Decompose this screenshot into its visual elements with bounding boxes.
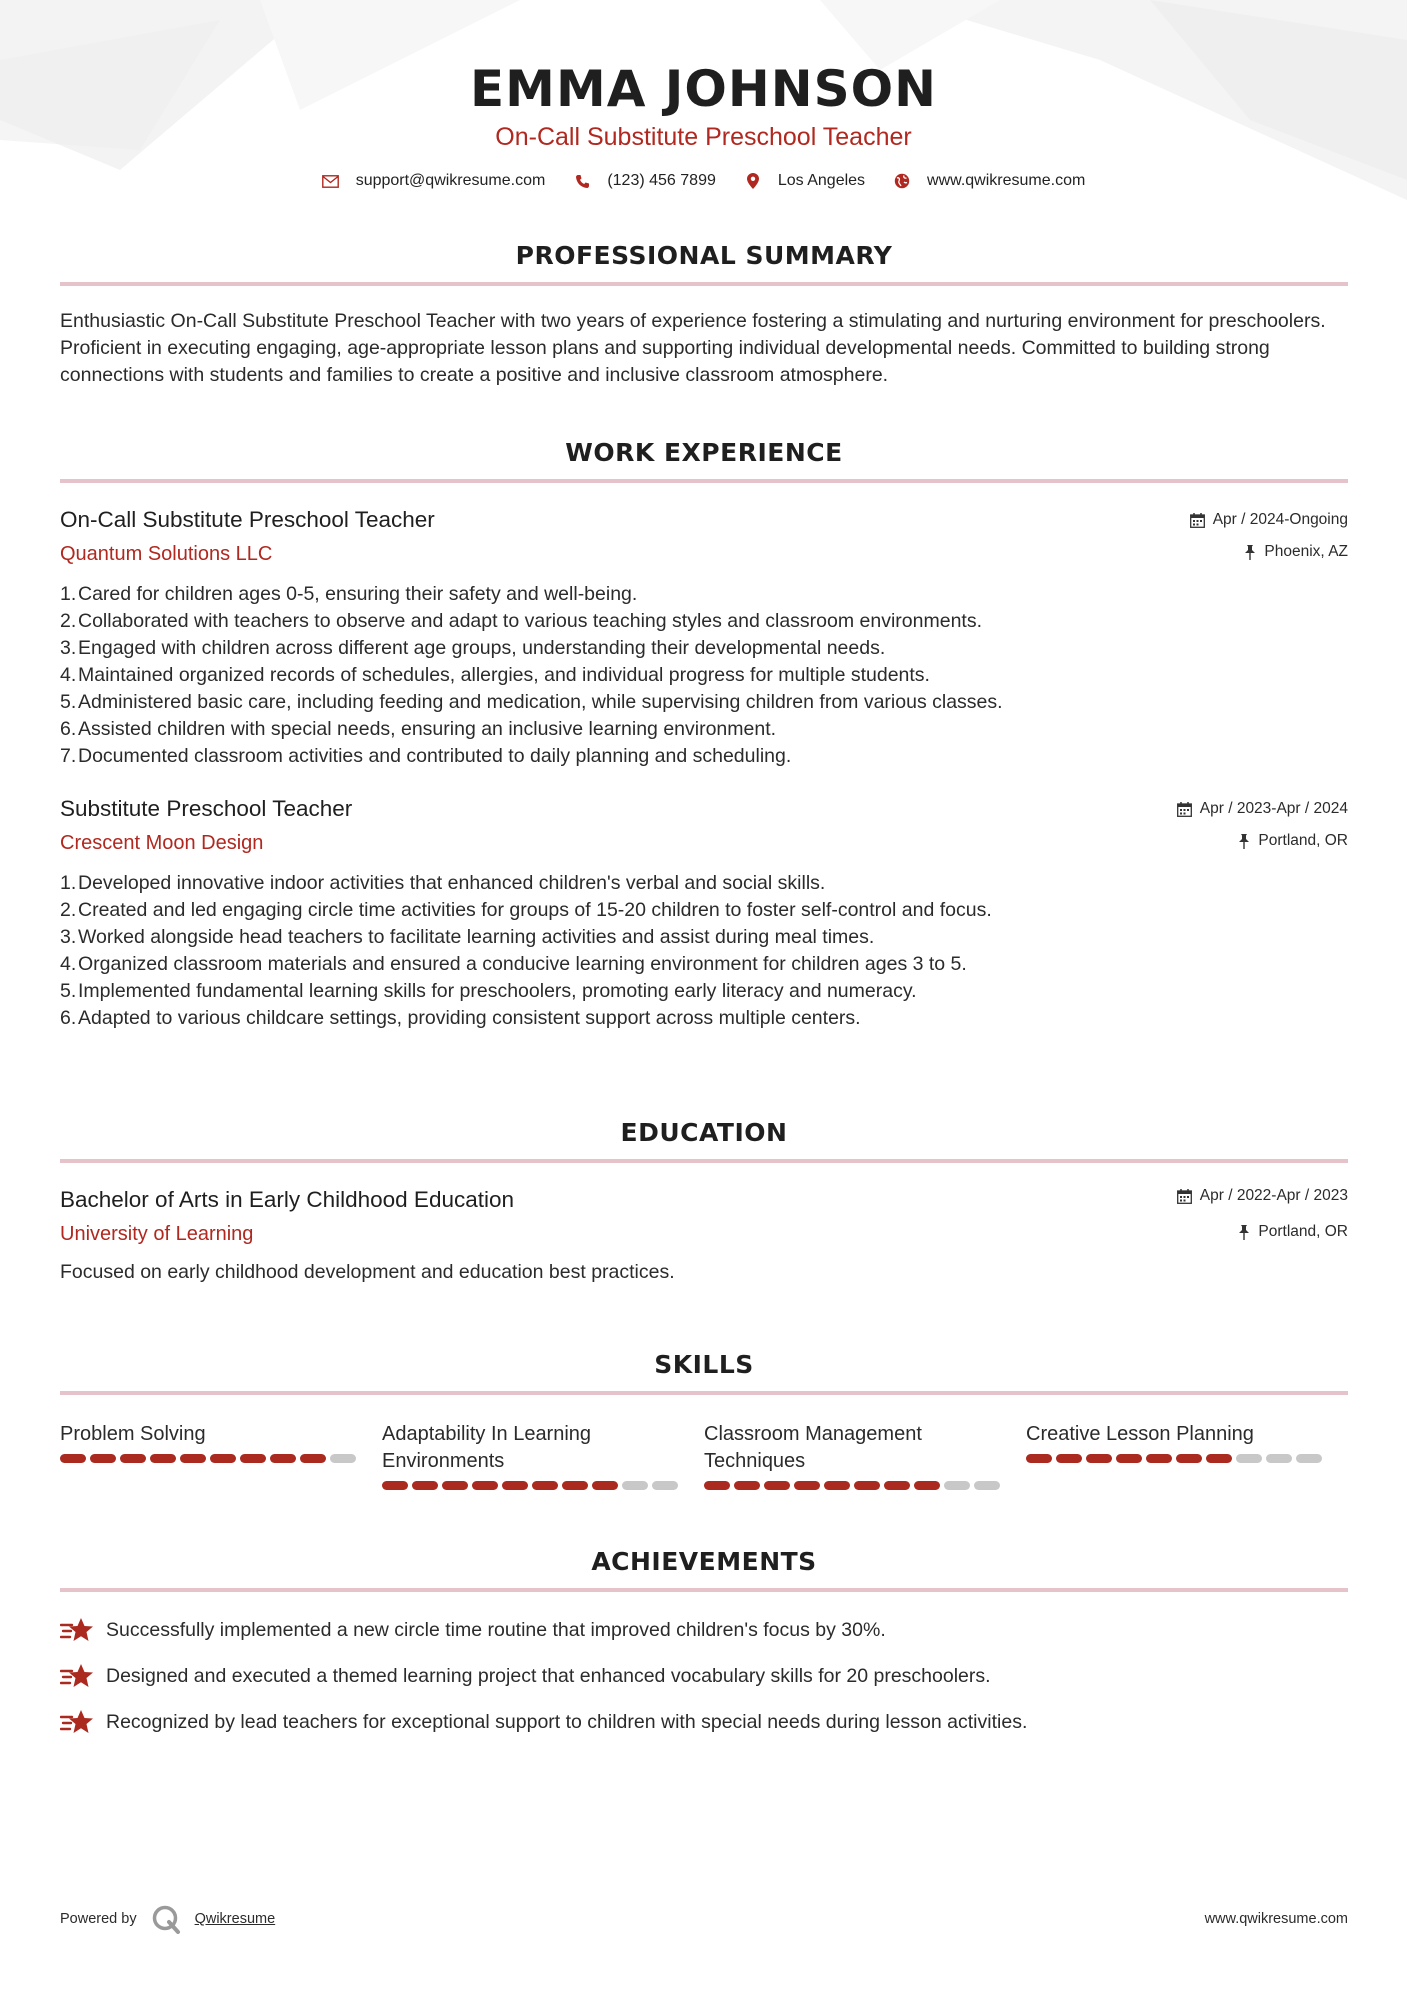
candidate-role: On-Call Substitute Preschool Teacher bbox=[495, 123, 912, 151]
skill-level-segment bbox=[1296, 1454, 1322, 1463]
duty-text: Adapted to various childcare settings, providing consistent support across multiple centers. bbox=[78, 1007, 861, 1029]
skill-level-segment bbox=[944, 1481, 970, 1490]
skill-name: Creative Lesson Planning bbox=[1026, 1423, 1254, 1445]
achievement-item bbox=[60, 1662, 1348, 1690]
skill-level-segment bbox=[270, 1454, 296, 1463]
skill-level-segment bbox=[562, 1481, 588, 1490]
skill-level-segment bbox=[1056, 1454, 1082, 1463]
skill-item bbox=[704, 1421, 1026, 1490]
skill-level-segment bbox=[300, 1454, 326, 1463]
job-dates-text: Apr / 2023-Apr / 2024 bbox=[1199, 800, 1348, 817]
pushpin-icon bbox=[1238, 834, 1250, 849]
calendar-icon bbox=[1177, 802, 1192, 817]
summary-section bbox=[60, 240, 1348, 389]
skill-level-segment bbox=[914, 1481, 940, 1490]
list-item: 5. Administered basic care, including feeding and medication, while supervising children from various classes. bbox=[60, 689, 1348, 716]
job-duties bbox=[60, 870, 1348, 1032]
duty-text: Assisted children with special needs, ensuring an inclusive learning environment. bbox=[78, 718, 777, 740]
shooting-star-icon bbox=[60, 1662, 94, 1690]
skills-title: SKILLS bbox=[654, 1350, 754, 1379]
duty-text: Documented classroom activities and contributed to daily planning and scheduling. bbox=[78, 745, 792, 767]
duty-text: Implemented fundamental learning skills for preschoolers, promoting early literacy and numeracy. bbox=[78, 980, 917, 1002]
duty-text: Maintained organized records of schedules, allergies, and individual progress for multiple students. bbox=[78, 664, 930, 686]
skill-level-segment bbox=[622, 1481, 648, 1490]
skills-list bbox=[60, 1421, 1348, 1490]
education-dates-text: Apr / 2022-Apr / 2023 bbox=[1199, 1187, 1348, 1204]
calendar-icon bbox=[1190, 513, 1205, 528]
list-item: 1. Developed innovative indoor activities that enhanced children's verbal and social skills. bbox=[60, 870, 1348, 897]
skill-level-segment bbox=[240, 1454, 266, 1463]
job-location bbox=[1190, 541, 1348, 563]
skill-level-segment bbox=[120, 1454, 146, 1463]
list-item: 6. Assisted children with special needs, ensuring an inclusive learning environment. bbox=[60, 716, 1348, 743]
contact-phone-text: (123) 456 7899 bbox=[607, 172, 716, 189]
skills-section bbox=[60, 1349, 1348, 1490]
shooting-star-icon bbox=[60, 1616, 94, 1644]
job-location bbox=[1177, 830, 1348, 852]
skill-level-segment bbox=[382, 1481, 408, 1490]
map-pin-icon bbox=[744, 172, 762, 190]
globe-icon bbox=[893, 172, 911, 190]
skill-level-segment bbox=[1116, 1454, 1142, 1463]
education-description: Focused on early childhood development and education best practices. bbox=[60, 1261, 675, 1283]
summary-title: PROFESSIONAL SUMMARY bbox=[515, 241, 893, 270]
candidate-name: EMMA JOHNSON bbox=[470, 60, 937, 118]
skill-level-segment bbox=[974, 1481, 1000, 1490]
contact-email-text: support@qwikresume.com bbox=[355, 172, 546, 189]
skill-name: Problem Solving bbox=[60, 1423, 206, 1445]
achievement-item bbox=[60, 1616, 1348, 1644]
education-dates bbox=[1177, 1185, 1348, 1207]
job-dates bbox=[1177, 798, 1348, 820]
skill-level-segment bbox=[764, 1481, 790, 1490]
job-title: Substitute Preschool Teacher bbox=[60, 796, 353, 821]
list-item: 3. Worked alongside head teachers to facilitate learning activities and assist during meal times. bbox=[60, 924, 1348, 951]
list-item: 2. Created and led engaging circle time activities for groups of 15-20 children to foster self-control and focus. bbox=[60, 897, 1348, 924]
duty-text: Created and led engaging circle time activities for groups of 15-20 children to foster self-control and focus. bbox=[78, 899, 992, 921]
skill-level-bar bbox=[1026, 1454, 1348, 1463]
section-divider bbox=[60, 479, 1348, 483]
achievement-text: Recognized by lead teachers for exceptional support to children with special needs during lesson activities. bbox=[106, 1710, 1028, 1733]
skill-level-segment bbox=[704, 1481, 730, 1490]
list-item: 4. Maintained organized records of schedules, allergies, and individual progress for multiple students. bbox=[60, 662, 1348, 689]
achievement-text: Designed and executed a themed learning project that enhanced vocabulary skills for 20 preschoolers. bbox=[106, 1664, 991, 1687]
list-item: 2. Collaborated with teachers to observe and adapt to various teaching styles and classroom environments. bbox=[60, 608, 1348, 635]
skill-level-segment bbox=[150, 1454, 176, 1463]
skill-level-segment bbox=[442, 1481, 468, 1490]
duty-text: Developed innovative indoor activities that enhanced children's verbal and social skills. bbox=[78, 872, 826, 894]
resume-header bbox=[0, 58, 1407, 152]
skill-level-segment bbox=[734, 1481, 760, 1490]
skill-level-segment bbox=[210, 1454, 236, 1463]
education-location-text: Portland, OR bbox=[1258, 1223, 1348, 1240]
skill-level-bar bbox=[382, 1481, 704, 1490]
school-name: University of Learning bbox=[60, 1223, 254, 1245]
achievement-text: Successfully implemented a new circle time routine that improved children's focus by 30%. bbox=[106, 1618, 886, 1641]
contact-bar bbox=[0, 172, 1407, 190]
skill-level-segment bbox=[90, 1454, 116, 1463]
skill-level-bar bbox=[704, 1481, 1026, 1490]
skill-level-segment bbox=[854, 1481, 880, 1490]
experience-section bbox=[60, 437, 1348, 1032]
skill-level-segment bbox=[1266, 1454, 1292, 1463]
skill-level-segment bbox=[1086, 1454, 1112, 1463]
shooting-star-icon bbox=[60, 1708, 94, 1736]
contact-location-text: Los Angeles bbox=[777, 172, 866, 189]
job-meta bbox=[1177, 798, 1348, 862]
brand-link[interactable]: Qwikresume bbox=[194, 1911, 276, 1927]
list-item: 3. Engaged with children across different age groups, understanding their developmental needs. bbox=[60, 635, 1348, 662]
skill-level-bar bbox=[60, 1454, 382, 1463]
contact-phone[interactable] bbox=[573, 172, 716, 190]
job-entry bbox=[60, 794, 1348, 1032]
skill-level-segment bbox=[592, 1481, 618, 1490]
section-divider bbox=[60, 1391, 1348, 1395]
list-item: 6. Adapted to various childcare settings, providing consistent support across multiple centers. bbox=[60, 1005, 1348, 1032]
skill-level-segment bbox=[884, 1481, 910, 1490]
skill-level-segment bbox=[652, 1481, 678, 1490]
list-item: 1. Cared for children ages 0-5, ensuring their safety and well-being. bbox=[60, 581, 1348, 608]
powered-by-label: Powered by bbox=[60, 1911, 137, 1927]
skill-level-segment bbox=[1236, 1454, 1262, 1463]
contact-website[interactable] bbox=[893, 172, 1085, 190]
achievement-item bbox=[60, 1708, 1348, 1736]
contact-email[interactable] bbox=[322, 172, 546, 190]
skill-level-segment bbox=[794, 1481, 820, 1490]
contact-website-text: www.qwikresume.com bbox=[927, 172, 1086, 189]
experience-title: WORK EXPERIENCE bbox=[565, 438, 843, 467]
skill-item bbox=[60, 1421, 382, 1490]
list-item: 5. Implemented fundamental learning skills for preschoolers, promoting early literacy and numeracy. bbox=[60, 978, 1348, 1005]
skill-level-segment bbox=[532, 1481, 558, 1490]
education-meta bbox=[1177, 1185, 1348, 1253]
skill-level-segment bbox=[180, 1454, 206, 1463]
degree-title: Bachelor of Arts in Early Childhood Education bbox=[60, 1187, 515, 1212]
duty-text: Cared for children ages 0-5, ensuring their safety and well-being. bbox=[78, 583, 638, 605]
skill-name: Adaptability In Learning Environments bbox=[382, 1423, 592, 1472]
job-dates bbox=[1190, 509, 1348, 531]
skill-level-segment bbox=[502, 1481, 528, 1490]
achievements-section bbox=[60, 1546, 1348, 1736]
achievements-title: ACHIEVEMENTS bbox=[591, 1547, 817, 1576]
education-section bbox=[60, 1117, 1348, 1286]
skill-level-segment bbox=[1026, 1454, 1052, 1463]
skill-level-segment bbox=[472, 1481, 498, 1490]
job-entry bbox=[60, 505, 1348, 770]
calendar-icon bbox=[1177, 1189, 1192, 1204]
job-duties bbox=[60, 581, 1348, 770]
skill-level-segment bbox=[1206, 1454, 1232, 1463]
duty-text: Organized classroom materials and ensured a conducive learning environment for children ages 3 to 5. bbox=[78, 953, 967, 975]
education-location bbox=[1177, 1221, 1348, 1243]
skill-level-segment bbox=[330, 1454, 356, 1463]
skill-level-segment bbox=[1146, 1454, 1172, 1463]
education-entry bbox=[60, 1185, 1348, 1286]
skill-name: Classroom Management Techniques bbox=[704, 1423, 922, 1472]
envelope-icon bbox=[322, 172, 340, 190]
skill-item bbox=[1026, 1421, 1348, 1490]
duty-text: Collaborated with teachers to observe and adapt to various teaching styles and classroom environments. bbox=[78, 610, 982, 632]
job-dates-text: Apr / 2024-Ongoing bbox=[1212, 511, 1348, 528]
section-divider bbox=[60, 1159, 1348, 1163]
contact-location bbox=[744, 172, 865, 190]
qwikresume-logo-icon bbox=[151, 1904, 181, 1934]
skill-level-segment bbox=[60, 1454, 86, 1463]
list-item: 4. Organized classroom materials and ensured a conducive learning environment for children ages 3 to 5. bbox=[60, 951, 1348, 978]
footer-website[interactable]: www.qwikresume.com bbox=[1204, 1911, 1348, 1927]
education-title: EDUCATION bbox=[620, 1118, 788, 1147]
duty-text: Administered basic care, including feeding and medication, while supervising children from various classes. bbox=[78, 691, 1003, 713]
page-footer bbox=[60, 1902, 1348, 1936]
list-item: 7. Documented classroom activities and contributed to daily planning and scheduling. bbox=[60, 743, 1348, 770]
job-location-text: Phoenix, AZ bbox=[1264, 543, 1348, 560]
skill-level-segment bbox=[824, 1481, 850, 1490]
pushpin-icon bbox=[1244, 545, 1256, 560]
job-meta bbox=[1190, 509, 1348, 573]
job-company: Quantum Solutions LLC bbox=[60, 543, 273, 565]
job-title: On-Call Substitute Preschool Teacher bbox=[60, 507, 435, 532]
duty-text: Worked alongside head teachers to facilitate learning activities and assist during meal times. bbox=[78, 926, 875, 948]
pushpin-icon bbox=[1238, 1225, 1250, 1240]
job-location-text: Portland, OR bbox=[1258, 832, 1348, 849]
skill-level-segment bbox=[1176, 1454, 1202, 1463]
section-divider bbox=[60, 282, 1348, 286]
summary-text: Enthusiastic On-Call Substitute Preschool Teacher with two years of experience fostering a stimulating and nurturing environment for preschoolers. Proficient in executing engaging, age-appropriate lesson plans and supporting individual developmental needs. Committed to building strong connections with students and families to create a positive and inclusive classroom atmosphere. bbox=[60, 310, 1326, 386]
duty-text: Engaged with children across different age groups, understanding their developmental needs. bbox=[78, 637, 886, 659]
skill-level-segment bbox=[412, 1481, 438, 1490]
job-company: Crescent Moon Design bbox=[60, 832, 264, 854]
skill-item bbox=[382, 1421, 704, 1490]
phone-icon bbox=[573, 172, 591, 190]
